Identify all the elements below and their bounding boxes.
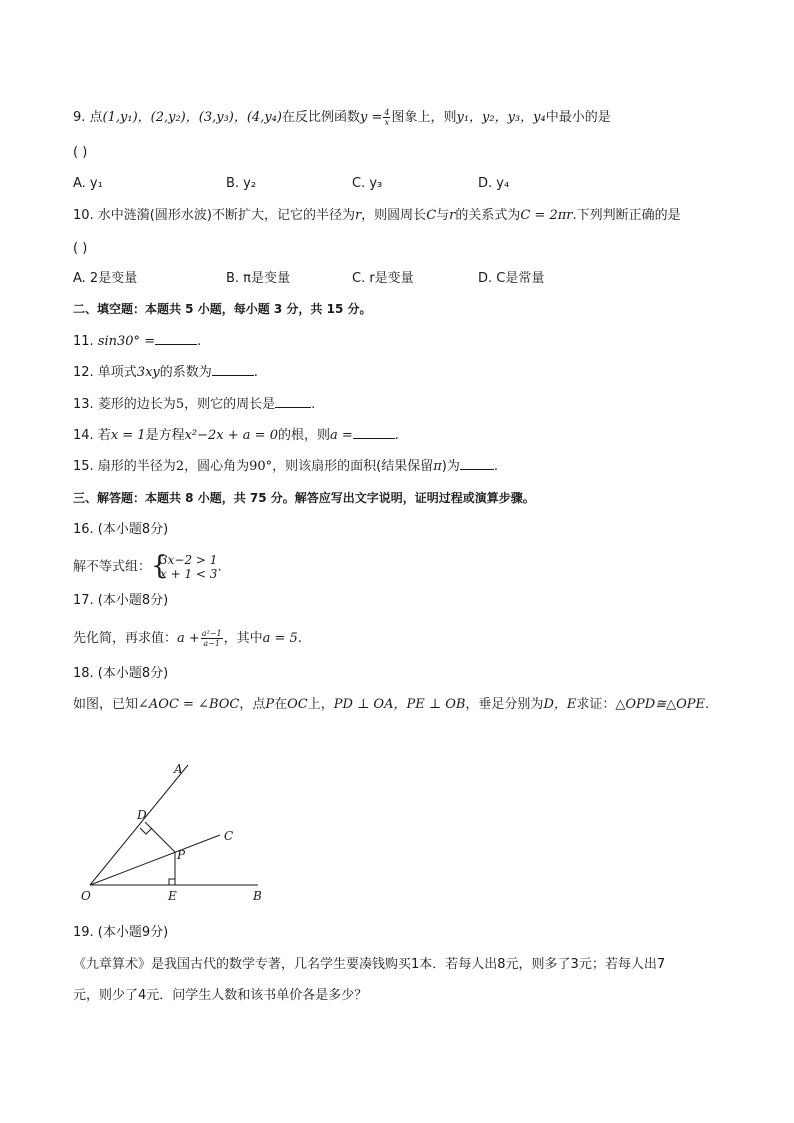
q9-option-a[interactable]: A. y₁ bbox=[73, 176, 103, 191]
q14-equation: x²−2x + a = 0 bbox=[184, 428, 278, 443]
q14-answer-blank[interactable] bbox=[353, 426, 395, 439]
segment-pd bbox=[145, 822, 175, 852]
q10-formula: C = 2πr bbox=[520, 208, 573, 223]
q10-option-a[interactable]: A. 2是变量 bbox=[73, 271, 138, 286]
q9-points: (1,y₁)，(2,y₂)，(3,y₃)，(4,y₄) bbox=[102, 110, 282, 125]
q9-option-b[interactable]: B. y₂ bbox=[226, 176, 257, 191]
q16-inequality-system: { 3x−2 > 1 x + 1 < 3 bbox=[151, 551, 218, 581]
q9-option-d[interactable]: D. y₄ bbox=[478, 176, 510, 191]
q18-heading: 18. (本小题8分) bbox=[73, 666, 169, 681]
q17-heading: 17. (本小题8分) bbox=[73, 593, 169, 608]
q17-fraction: $\frac{\text{a²−1}}{a-1}$ bbox=[201, 629, 222, 648]
q9-fraction: $\frac{4}{x}$ bbox=[384, 108, 390, 127]
q11: 11. sin30° = . bbox=[73, 334, 202, 349]
label-o: O bbox=[81, 889, 91, 903]
section-2-heading: 二、填空题：本题共 5 小题，每小题 3 分，共 15 分。 bbox=[73, 302, 372, 316]
q12-answer-blank[interactable] bbox=[212, 363, 254, 376]
q19-line-2: 元，则少了4元．问学生人数和该书单价各是多少？ bbox=[73, 988, 368, 1003]
section-3-heading: 三、解答题：本题共 8 小题，共 75 分。解答应写出文字说明，证明过程或演算步骤。 bbox=[73, 491, 535, 505]
label-b: B bbox=[253, 889, 262, 903]
q18-body: 如图，已知∠AOC = ∠BOC，点P在OC上，PD ⊥ OA，PE ⊥ OB，垂足分别为D，E求证：△OPD≅△OPE. bbox=[73, 697, 710, 712]
label-d: D bbox=[137, 808, 147, 822]
q19-line-1: 《九章算术》是我国古代的数学专著，几名学生要凑钱购买1本．若每人出8元，则多了3元；若每人出7 bbox=[73, 957, 666, 972]
q19-heading: 19. (本小题9分) bbox=[73, 925, 169, 940]
q10-stem: 10. 水中涟漪(圆形水波)不断扩大，记它的半径为r，则圆周长C与r的关系式为C = 2πr.下列判断正确的是 bbox=[73, 208, 681, 223]
label-p: P bbox=[177, 848, 186, 862]
ray-oc bbox=[90, 835, 220, 885]
q16-body: 解不等式组： { 3x−2 > 1 x + 1 < 3 . bbox=[73, 551, 222, 581]
q15: 15. 扇形的半径为2，圆心角为90°，则该扇形的面积(结果保留π)为 . bbox=[73, 459, 498, 474]
q9-answer-paren: ( ) bbox=[73, 145, 88, 160]
q15-answer-blank[interactable] bbox=[460, 457, 494, 470]
label-e: E bbox=[168, 889, 177, 903]
q11-answer-blank[interactable] bbox=[155, 332, 197, 345]
label-a: A bbox=[174, 762, 183, 776]
q13: 13. 菱形的边长为5，则它的周长是 . bbox=[73, 397, 316, 412]
q10-option-d[interactable]: D. C是常量 bbox=[478, 271, 545, 286]
q16-heading: 16. (本小题8分) bbox=[73, 522, 169, 537]
q10-answer-paren: ( ) bbox=[73, 241, 88, 256]
right-angle-mark-d bbox=[140, 828, 152, 834]
q14: 14. 若x = 1是方程x²−2x + a = 0的根，则a = . bbox=[73, 428, 399, 443]
q9-stem: 9. 点(1,y₁)，(2,y₂)，(3,y₃)，(4,y₄)在反比例函数y = $\frac{4}{x}$ 图象上，则y₁，y₂，y₃，y₄中最小的是 bbox=[73, 108, 611, 127]
q13-answer-blank[interactable] bbox=[275, 395, 311, 408]
q10-option-b[interactable]: B. π是变量 bbox=[226, 271, 291, 286]
q9-function: y = bbox=[359, 110, 383, 125]
q10-option-c[interactable]: C. r是变量 bbox=[352, 271, 414, 286]
q18-geometry-figure bbox=[78, 755, 278, 905]
right-angle-mark-e bbox=[169, 879, 175, 885]
q17-body: 先化简，再求值：a + $\frac{\text{a²−1}}{a-1}$ ，其中a = 5. bbox=[73, 629, 302, 648]
q9-option-c[interactable]: C. y₃ bbox=[352, 176, 383, 191]
label-c: C bbox=[224, 829, 234, 843]
q12: 12. 单项式3xy的系数为 . bbox=[73, 365, 258, 380]
ray-oa bbox=[90, 765, 188, 885]
